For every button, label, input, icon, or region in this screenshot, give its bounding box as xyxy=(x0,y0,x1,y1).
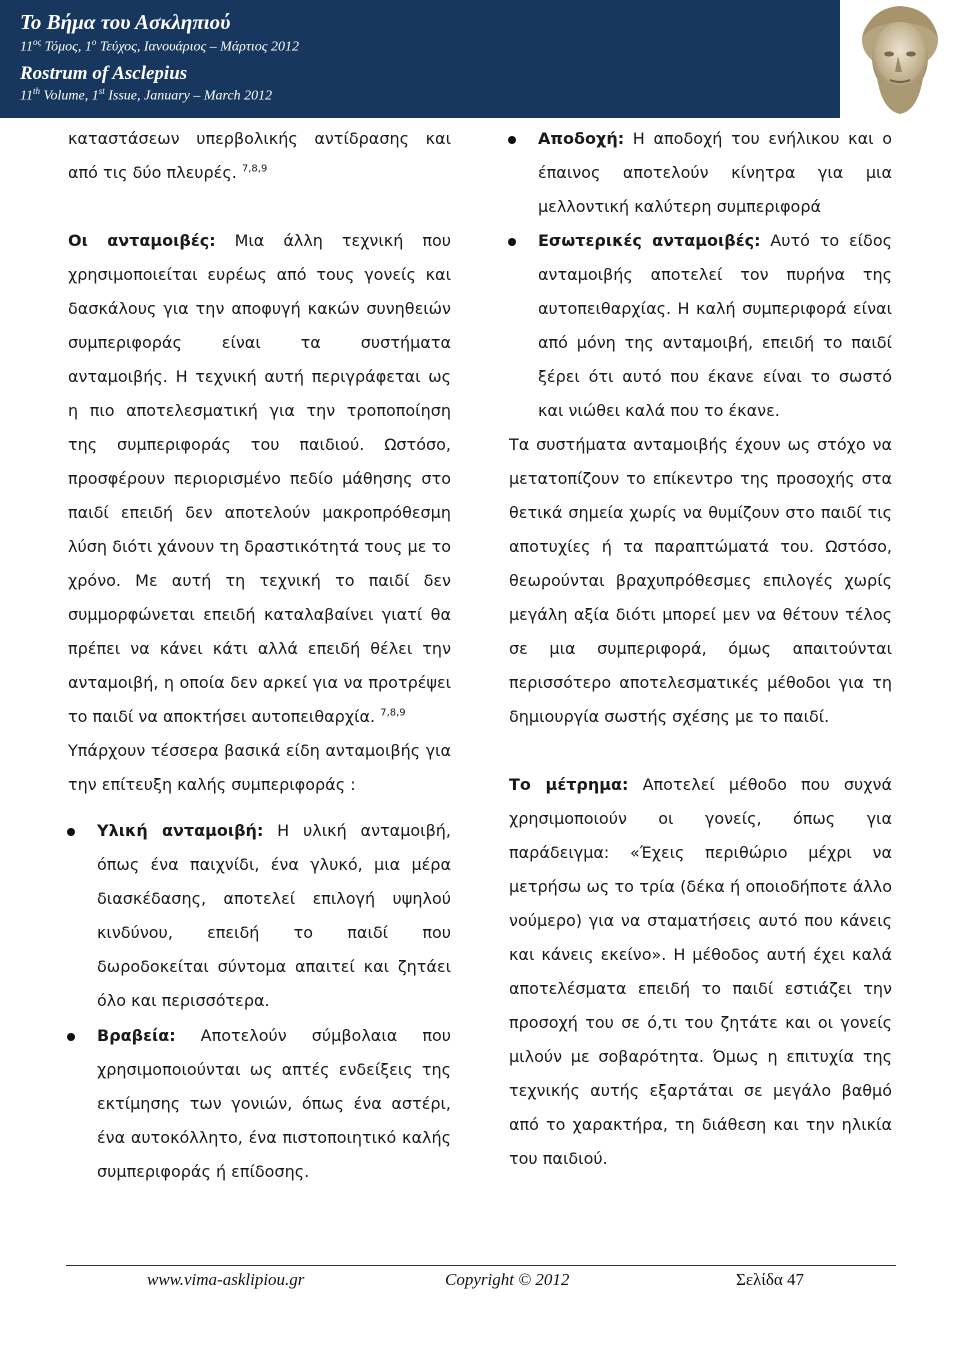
bullet-awards: Βραβεία: Αποτελούν σύμβολαια που χρησιμοποιούνται ως απτές ενδείξεις της εκτίμησης των γονιών, όπως ένα αστέρι, ένα αυτοκόλλητο, ένα πιστοποιητικό καλής συμπεριφοράς ή επίδοσης. xyxy=(68,1019,451,1189)
right-column xyxy=(509,122,892,1176)
journal-title-english: Rostrum of Asclepius xyxy=(20,63,188,84)
paragraph-reward-types: Υπάρχουν τέσσερα βασικά είδη ανταμοιβής για την επίτευξη καλής συμπεριφοράς : xyxy=(68,741,451,794)
section-heading-rewards: Οι ανταμοιβές: xyxy=(68,231,216,250)
paragraph-reactions: καταστάσεων υπερβολικής αντίδρασης και από τις δύο πλευρές. $^{7,8,9}$ xyxy=(68,129,451,182)
bullet-acceptance: Αποδοχή: Η αποδοχή του ενήλικου και ο έπαινος αποτελούν κίνητρα για μια μελλοντική καλύτερη συμπεριφορά xyxy=(509,122,892,224)
bullet-icon xyxy=(67,828,75,836)
bullet-icon xyxy=(508,136,516,144)
footer-copyright: Copyright © 2012 xyxy=(445,1270,570,1289)
citation-reference: 7,8,9 xyxy=(380,707,406,719)
footer-divider xyxy=(66,1265,896,1266)
paragraph-rewards: Οι ανταμοιβές: Μια άλλη τεχνική που χρησιμοποιείται ευρέως από τους γονείς και δασκάλους για την αποφυγή κακών συνηθειών συμπεριφοράς είναι τα συστήματα ανταμοιβής. Η τεχνική αυτή περιγράφεται ως η πιο αποτελεσματική για την τροποποίηση της συμπεριφοράς του παιδιού. Ωστόσο, προσφέρουν περιορισμένο πεδίο μάθησης στο παιδί επειδή δεν αποτελούν μακροπρόθεσμη λύση διότι χάνουν τη δραστικότητά τους με το χρόνο. Με αυτή τη τεχνική το παιδί δεν συμμορφώνεται επειδή καταλαβαίνει γιατί θα πρέπει να κάνει κάτι αλλά επειδή θέλει την ανταμοιβή, η οποία δεν αρκεί για να προτρέψει το παιδί να αποκτήσει αυτοπειθαρχία. $^{7,8,9}$ xyxy=(68,231,451,726)
left-column xyxy=(68,122,451,1189)
issue-info-greek: $11^{o\varsigma}$ Τόμος, $1^o$ Τεύχος, Ιανουάριος – Μάρτιος 2012 xyxy=(20,37,299,55)
bullet-icon xyxy=(508,238,516,246)
bullet-internal-rewards: Εσωτερικές ανταμοιβές: Αυτό το είδος ανταμοιβής αποτελεί τον πυρήνα της αυτοπειθαρχίας. Η καλή συμπεριφορά είναι από μόνη της ανταμοιβή, επειδή το παιδί ξέρει ότι αυτό που έκανε είναι το σωστό και νιώθει καλά που το έκανε. xyxy=(509,224,892,428)
journal-header-banner xyxy=(0,0,960,118)
footer-website-link[interactable]: www.vima-asklipiou.gr xyxy=(147,1270,305,1289)
footer-page-number: Σελίδα 47 xyxy=(736,1270,805,1289)
citation-reference: 7,8,9 xyxy=(241,163,268,175)
bullet-material-reward: Υλική ανταμοιβή: Η υλική ανταμοιβή, όπως ένα παιχνίδι, ένα γλυκό, μια μέρα διασκέδασης, αποτελεί επιλογή υψηλού κινδύνου, επειδή το παιδί που δωροδοκείται σύντομα απαιτεί και ζητάει όλο και περισσότερα. xyxy=(68,814,451,1018)
paragraph-reward-systems: Τα συστήματα ανταμοιβής έχουν ως στόχο να μετατοπίζουν το επίκεντρο της προσοχής στα θετικά σημεία χωρίς να θυμίζουν στο παιδί τις αποτυχίες ή τα παραπτώματά του. Ωστόσο, θεωρούνται βραχυπρόθεσμες επιλογές χωρίς μεγάλη αξία διότι μπορεί μεν να θέτουν τέλος σε μια συμπεριφορά, όμως απαιτούνται περισσότερο αποτελεσματικές μέθοδοι για τη δημιουργία σωστής σχέσης με το παιδί. xyxy=(509,435,892,726)
journal-title-greek: Το Βήμα του Ασκληπιού xyxy=(20,10,231,34)
bullet-icon xyxy=(67,1033,75,1041)
asclepius-bust-logo xyxy=(840,0,960,118)
paragraph-counting: Το μέτρημα: Αποτελεί μέθοδο που συχνά χρησιμοποιούν οι γονείς, όπως για παράδειγμα: «Έχεις περιθώριο μέχρι να μετρήσω ως το τρία (δέκα ή οποιοδήποτε άλλο νούμερο) για να σταματήσεις αυτό που κάνεις και κάνεις εκείνο». Η μέθοδος αυτή έχει καλά αποτελέσματα επειδή το παιδί εστιάζει την προσοχή του σε ό,τι του ζητάτε και οι γονείς μιλούν με σοβαρότητα. Όμως η επιτυχία της τεχνικής αυτής εξαρτάται σε μεγάλο βαθμό από το χαρακτήρα, τη διάθεση και την ηλικία του παιδιού. xyxy=(509,775,892,1168)
section-heading-counting: Το μέτρημα: xyxy=(509,775,629,794)
issue-info-english: 11th Volume, 1st Issue, January – March 2012 xyxy=(20,86,273,104)
